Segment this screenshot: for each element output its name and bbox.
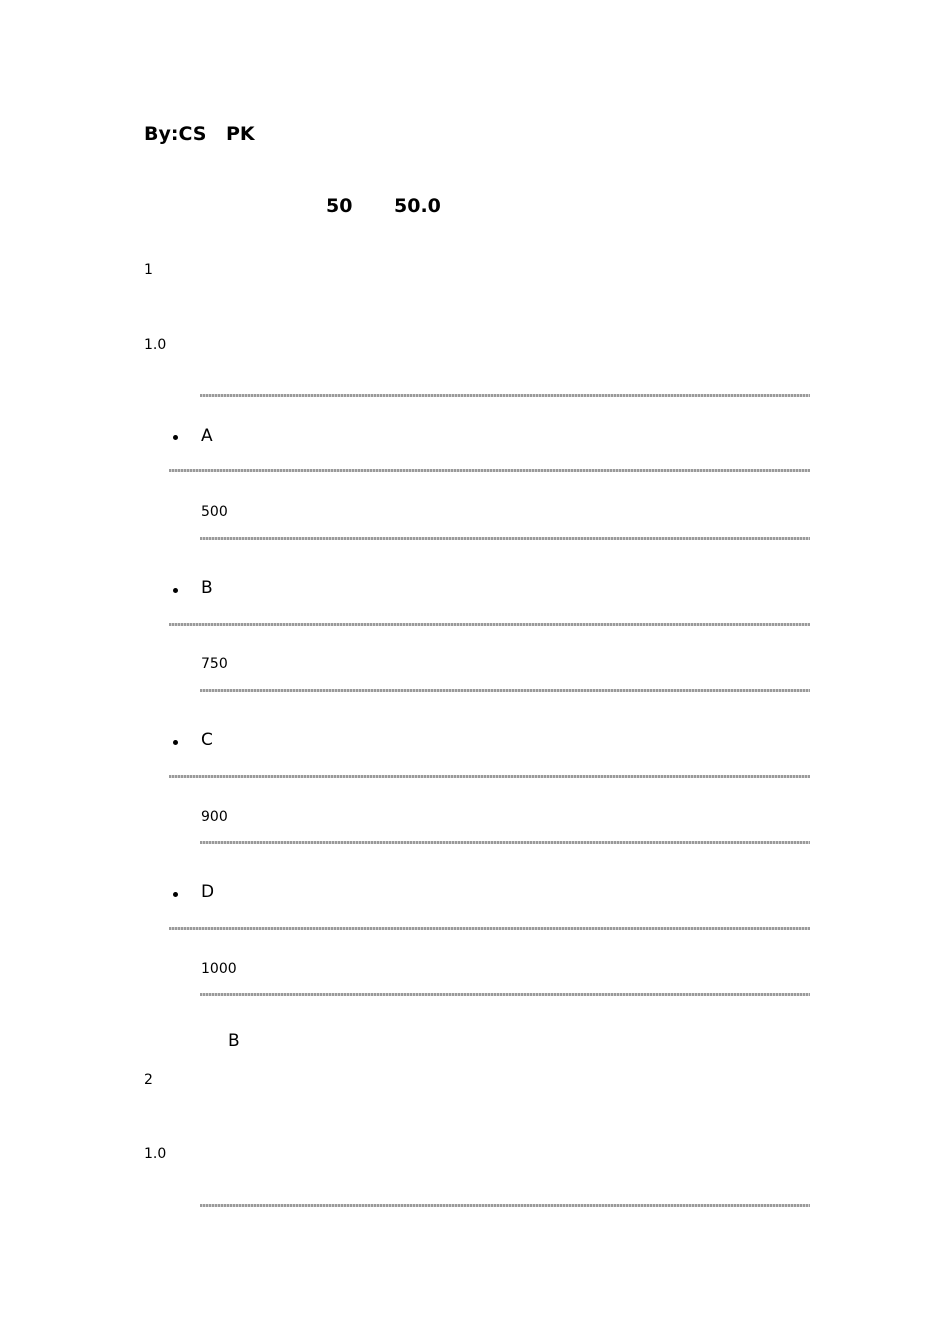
bullet-icon xyxy=(173,740,178,745)
divider xyxy=(200,537,810,540)
author-label: By:CS xyxy=(144,123,207,145)
total-questions: 50 xyxy=(326,195,353,217)
divider xyxy=(200,841,810,844)
divider xyxy=(169,927,810,930)
option-letter: D xyxy=(201,882,215,902)
option-letter: A xyxy=(201,426,213,446)
bullet-icon xyxy=(173,588,178,593)
divider xyxy=(200,689,810,692)
divider xyxy=(200,1204,810,1207)
option-letter: B xyxy=(201,578,213,598)
option-value: 750 xyxy=(201,656,228,672)
question-number: 1 xyxy=(144,262,153,278)
divider xyxy=(169,623,810,626)
option-letter: C xyxy=(201,730,213,750)
divider xyxy=(169,469,810,472)
divider xyxy=(169,775,810,778)
option-value: 500 xyxy=(201,504,228,520)
option-value: 900 xyxy=(201,809,228,825)
divider xyxy=(200,993,810,996)
option-value: 1000 xyxy=(201,961,237,977)
bullet-icon xyxy=(173,892,178,897)
question-score: 1.0 xyxy=(144,337,167,353)
divider xyxy=(200,394,810,397)
question-number: 2 xyxy=(144,1072,153,1088)
bullet-icon xyxy=(173,435,178,440)
tag-label: PK xyxy=(226,123,255,145)
question-score: 1.0 xyxy=(144,1146,167,1162)
answer-value: B xyxy=(228,1031,240,1051)
total-score: 50.0 xyxy=(394,195,441,217)
